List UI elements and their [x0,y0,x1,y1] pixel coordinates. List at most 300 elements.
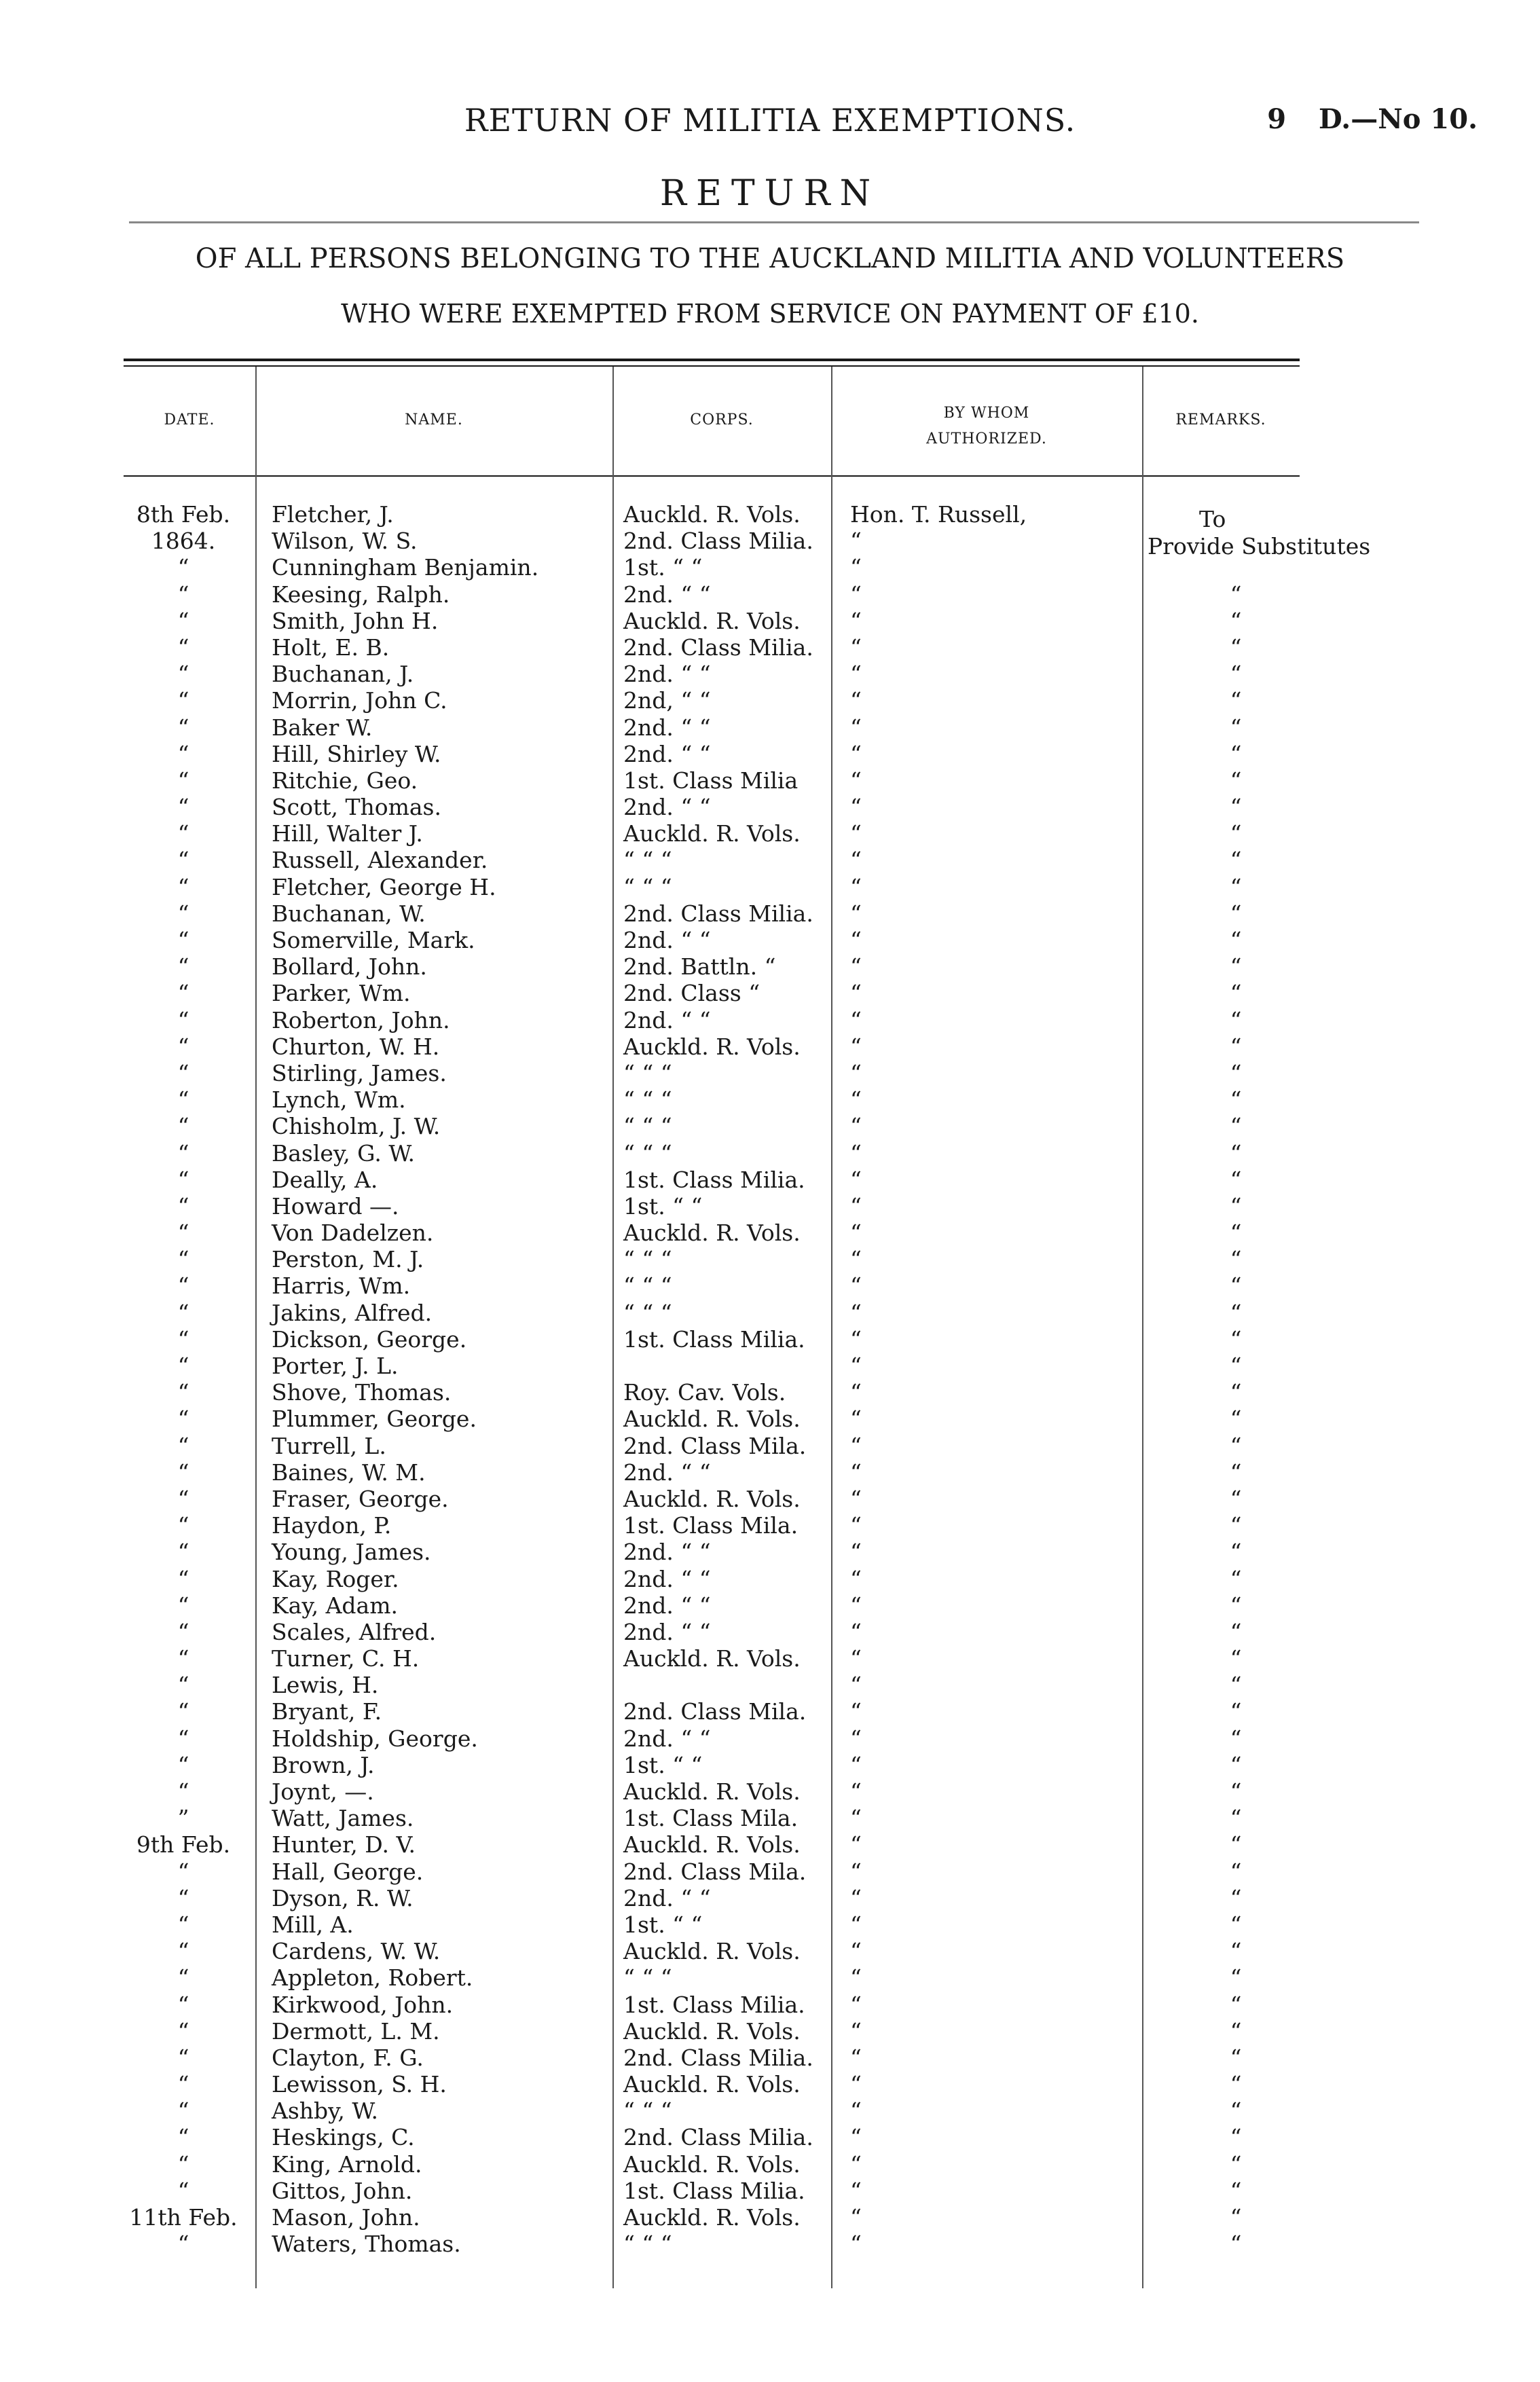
row-remarks: “ [1230,634,1242,661]
row-corps: 2nd. “ “ [623,1884,711,1911]
table-row [0,1086,1540,1113]
row-authorized: “ [850,2071,862,2098]
row-corps: 2nd. Class Milia. [623,2044,813,2071]
table-row [0,634,1540,661]
row-date: “ [177,1353,189,1379]
row-date: “ [177,1485,189,1512]
row-authorized: “ [850,2124,862,2151]
row-date: “ [177,687,189,714]
column-header-name: NAME. [405,411,463,428]
table-row [0,794,1540,820]
row-corps: “ “ “ [623,873,672,900]
table-row [0,1778,1540,1805]
table-row [0,1459,1540,1486]
row-remarks: “ [1230,1512,1242,1539]
table-row [0,2045,1540,2071]
row-remarks: “ [1230,2177,1242,2204]
row-name: Plummer, George. [272,1406,477,1433]
row-name: Mill, A. [272,1911,354,1938]
row-remarks: “ [1230,714,1242,741]
row-name: Holdship, George. [272,1725,478,1752]
row-date: “ [177,2124,189,2151]
row-name: Harris, Wm. [272,1272,411,1300]
table-row [0,741,1540,767]
row-remarks: “ [1230,2150,1242,2178]
row-date: “ [177,1033,189,1060]
table-row [0,1272,1540,1299]
table-row [0,2204,1540,2231]
row-remarks: “ [1230,1565,1242,1592]
row-corps: 2nd. “ “ [623,1459,711,1486]
row-remarks: “ [1230,1831,1242,1858]
table-row [0,554,1540,581]
row-corps: Auckld. R. Vols. [623,820,801,847]
row-corps: Auckld. R. Vols. [623,2204,801,2231]
row-date: “ [177,953,189,981]
row-corps: “ “ “ [623,1246,672,1273]
row-date: “ [177,554,189,581]
exemption-table-body [0,501,1540,2257]
row-corps: 2nd. “ “ [623,1592,711,1619]
row-corps: Auckld. R. Vols. [623,1938,801,1965]
row-authorized: “ [850,1006,862,1033]
row-corps: 1st. “ “ [623,1192,703,1220]
row-date: “ [177,1166,189,1193]
row-remarks: “ [1230,900,1242,927]
row-date: “ [177,1432,189,1459]
column-header-corps: CORPS. [690,411,754,428]
row-corps: Auckld. R. Vols. [623,1645,801,1672]
row-remarks: “ [1230,1006,1242,1033]
row-date: “ [177,847,189,874]
row-authorized: “ [850,1406,862,1433]
table-row [0,1725,1540,1752]
row-name: Dermott, L. M. [272,2017,440,2045]
row-name: Hill, Walter J. [272,820,423,847]
table-row [0,1911,1540,1938]
row-name: Shove, Thomas. [272,1379,452,1406]
row-corps: 1st. “ “ [623,1911,703,1938]
row-date: “ [177,2044,189,2071]
row-remarks: “ [1230,2097,1242,2125]
row-remarks: “ [1230,927,1242,953]
row-authorized: “ [850,554,862,581]
row-authorized: “ [850,1033,862,1060]
row-name: Kirkwood, John. [272,1991,454,2018]
row-name: Mason, John. [272,2204,420,2231]
row-authorized: “ [850,1672,862,1699]
table-row [0,1140,1540,1167]
row-date: “ [177,1991,189,2018]
row-remarks: “ [1230,1698,1242,1725]
row-date: 11th Feb. [129,2204,238,2231]
row-name: Turner, C. H. [272,1645,420,1672]
row-name: King, Arnold. [272,2150,422,2178]
row-date: “ [177,634,189,661]
row-corps: 2nd. Class Mila. [623,1432,807,1459]
document-title: RETURN OF MILITIA EXEMPTIONS. [464,102,1076,139]
row-date: “ [177,980,189,1007]
table-row [0,2071,1540,2097]
row-authorized: “ [850,607,862,634]
table-row [0,2151,1540,2178]
row-name: Bryant, F. [272,1698,382,1725]
row-remarks: “ [1230,1192,1242,1220]
row-name: Buchanan, W. [272,900,426,927]
table-row [0,1060,1540,1086]
table-row [0,528,1540,554]
row-date: 8th Feb. [136,501,231,528]
row-name: Haydon, P. [272,1512,392,1539]
row-name: Dickson, George. [272,1325,467,1353]
row-authorized: “ [850,2150,862,2178]
row-name: Fletcher, J. [272,501,394,528]
table-row [0,900,1540,927]
row-corps: Auckld. R. Vols. [623,2017,801,2045]
row-corps: Auckld. R. Vols. [623,2071,801,2098]
row-authorized: “ [850,1645,862,1672]
row-name: Dyson, R. W. [272,1884,414,1911]
row-corps: 1st. Class Milia. [623,1166,805,1193]
row-authorized: “ [850,1539,862,1566]
row-authorized: “ [850,661,862,688]
row-corps: 2nd. “ “ [623,1618,711,1645]
row-authorized: “ [850,1831,862,1858]
row-corps: “ “ “ [623,1086,672,1114]
row-corps: Auckld. R. Vols. [623,607,801,634]
row-date: “ [177,1059,189,1086]
table-row [0,2178,1540,2204]
row-remarks: “ [1230,581,1242,608]
row-name: Baines, W. M. [272,1459,426,1486]
row-authorized: “ [850,1618,862,1645]
row-date: ” [177,1805,189,1832]
row-date: “ [177,2017,189,2045]
table-row [0,1353,1540,1379]
row-corps: 1st. Class Milia. [623,1325,805,1353]
row-date: 9th Feb. [136,1831,231,1858]
row-name: Lewis, H. [272,1672,379,1699]
row-remarks: “ [1230,1406,1242,1433]
row-authorized: “ [850,1565,862,1592]
table-row [0,1885,1540,1911]
row-authorized: “ [850,820,862,847]
row-remarks: “ [1230,1299,1242,1326]
row-date: “ [177,1884,189,1911]
row-date: “ [177,1459,189,1486]
row-remarks: “ [1230,1778,1242,1805]
row-corps: 1st. Class Milia. [623,2177,805,2204]
table-row [0,1752,1540,1778]
row-name: Turrell, L. [272,1432,386,1459]
row-name: Chisholm, J. W. [272,1113,441,1140]
table-row [0,847,1540,873]
row-authorized: “ [850,2017,862,2045]
row-date: “ [177,1618,189,1645]
row-corps: “ “ “ [623,1299,672,1326]
page-number: 9 [1267,103,1287,135]
table-top-rule [124,359,1300,361]
row-name: Wilson, W. S. [272,528,418,555]
row-authorized: “ [850,1325,862,1353]
row-remarks: “ [1230,1911,1242,1938]
row-name: Hunter, D. V. [272,1831,416,1858]
row-name: Waters, Thomas. [272,2231,461,2258]
row-corps: 2nd. Class Milia. [623,634,813,661]
row-remarks: “ [1230,1751,1242,1778]
row-remarks: “ [1230,1485,1242,1512]
table-row [0,661,1540,687]
row-authorized: “ [850,1592,862,1619]
row-corps: “ “ “ [623,1059,672,1086]
row-remarks: “ [1230,1964,1242,1992]
row-remarks: “ [1230,980,1242,1007]
row-date: “ [177,1592,189,1619]
row-authorized: “ [850,1485,862,1512]
row-name: Roberton, John. [272,1006,450,1033]
column-header-authorized-line1: BY WHOM [943,405,1030,422]
table-row [0,1007,1540,1033]
row-date: “ [177,740,189,767]
row-name: Holt, E. B. [272,634,390,661]
row-authorized: “ [850,634,862,661]
row-remarks: “ [1230,1858,1242,1885]
row-remarks: “ [1230,607,1242,634]
row-authorized: “ [850,900,862,927]
row-authorized: “ [850,1938,862,1965]
row-remarks: “ [1230,767,1242,794]
row-corps: 1st. Class Milia [623,767,799,794]
table-row [0,1433,1540,1459]
subtitle-line-2: WHO WERE EXEMPTED FROM SERVICE ON PAYMENT OF £10. [341,299,1199,329]
row-authorized: “ [850,1192,862,1220]
row-remarks: “ [1230,1246,1242,1273]
row-name: Joynt, —. [272,1778,374,1805]
row-corps: Auckld. R. Vols. [623,1831,801,1858]
table-row [0,1167,1540,1193]
table-row [0,1831,1540,1858]
row-authorized: “ [850,1991,862,2018]
row-name: Porter, J. L. [272,1353,399,1379]
row-date: “ [177,900,189,927]
row-corps: “ “ “ [623,847,672,874]
row-corps: 2nd. Class Milia. [623,2124,813,2151]
row-date: “ [177,581,189,608]
row-date: “ [177,1406,189,1433]
row-corps: “ “ “ [623,2231,672,2258]
row-date: “ [177,1964,189,1992]
row-corps: 1st. Class Mila. [623,1512,799,1539]
row-remarks: “ [1230,820,1242,847]
row-remarks: “ [1230,2044,1242,2071]
row-remarks: “ [1230,794,1242,821]
row-date: “ [177,2097,189,2125]
row-name: Von Dadelzen. [272,1220,434,1247]
row-date: “ [177,767,189,794]
row-authorized: “ [850,847,862,874]
row-name: Perston, M. J. [272,1246,424,1273]
row-corps: “ “ “ [623,1139,672,1167]
row-name: Smith, John H. [272,607,439,634]
row-remarks: “ [1230,1059,1242,1086]
row-remarks: “ [1230,661,1242,688]
row-date: “ [177,1379,189,1406]
row-corps: “ “ “ [623,2097,672,2125]
row-corps: 1st. Class Mila. [623,1805,799,1832]
row-remarks: “ [1230,2071,1242,2098]
row-corps: Auckld. R. Vols. [623,1220,801,1247]
table-row [0,2097,1540,2124]
row-date: “ [177,1698,189,1725]
row-date: “ [177,1672,189,1699]
row-name: Gittos, John. [272,2177,413,2204]
table-row [0,687,1540,714]
row-date: “ [177,1246,189,1273]
row-remarks: “ [1230,1672,1242,1699]
row-date: “ [177,2231,189,2258]
row-authorized: “ [850,2097,862,2125]
row-date: “ [177,661,189,688]
table-row [0,1619,1540,1645]
table-row [0,2231,1540,2257]
row-authorized: “ [850,873,862,900]
table-row [0,820,1540,847]
table-top-rule-thin [124,365,1300,367]
row-date: “ [177,714,189,741]
row-authorized: “ [850,794,862,821]
row-authorized: “ [850,1884,862,1911]
row-name: Lewisson, S. H. [272,2071,447,2098]
row-authorized: “ [850,1246,862,1273]
subtitle-line-1: OF ALL PERSONS BELONGING TO THE AUCKLAND MILITIA AND VOLUNTEERS [195,243,1345,274]
row-remarks: “ [1230,1592,1242,1619]
row-authorized: “ [850,1086,862,1114]
row-authorized: “ [850,927,862,953]
table-row [0,980,1540,1006]
row-authorized: “ [850,1459,862,1486]
row-authorized: “ [850,1751,862,1778]
row-name: Watt, James. [272,1805,414,1832]
remark-note-line1: To [1199,506,1226,532]
row-remarks: “ [1230,2124,1242,2151]
row-authorized: “ [850,1778,862,1805]
row-name: Buchanan, J. [272,661,414,688]
row-authorized: “ [850,1059,862,1086]
row-authorized: “ [850,687,862,714]
row-authorized: “ [850,1353,862,1379]
row-date: “ [177,1192,189,1220]
table-row [0,1858,1540,1885]
row-remarks: “ [1230,1884,1242,1911]
row-date: “ [177,1086,189,1114]
row-remarks: “ [1230,2204,1242,2231]
row-remarks: “ [1230,1805,1242,1832]
table-row [0,1406,1540,1432]
table-row [0,1566,1540,1592]
table-row [0,1486,1540,1512]
row-name: Keesing, Ralph. [272,581,450,608]
row-corps: 2nd. “ “ [623,1725,711,1752]
row-authorized: “ [850,1911,862,1938]
row-remarks: “ [1230,1272,1242,1300]
row-name: Kay, Adam. [272,1592,398,1619]
row-authorized: “ [850,1139,862,1167]
row-name: Cunningham Benjamin. [272,554,539,581]
row-date: “ [177,1645,189,1672]
table-row [0,1113,1540,1139]
row-date: “ [177,873,189,900]
row-corps: 2nd. “ “ [623,927,711,953]
row-remarks: “ [1230,1379,1242,1406]
table-row [0,1698,1540,1725]
row-remarks: “ [1230,687,1242,714]
row-remarks: “ [1230,1113,1242,1140]
row-authorized: “ [850,2204,862,2231]
row-corps: 2nd. “ “ [623,714,711,741]
row-remarks: “ [1230,953,1242,981]
row-remarks: “ [1230,1459,1242,1486]
row-corps: Auckld. R. Vols. [623,1033,801,1060]
row-remarks: “ [1230,1539,1242,1566]
row-remarks: “ [1230,1139,1242,1167]
row-name: Lynch, Wm. [272,1086,406,1114]
row-corps: “ “ “ [623,1964,672,1992]
table-row [0,953,1540,980]
row-corps: 2nd. “ “ [623,740,711,767]
row-date: “ [177,927,189,953]
row-corps: 2nd. “ “ [623,794,711,821]
row-name: Churton, W. H. [272,1033,440,1060]
table-row [0,501,1540,528]
page-reference [1244,103,1478,135]
row-remarks: “ [1230,1725,1242,1752]
row-name: Heskings, C. [272,2124,415,2151]
row-name: Bollard, John. [272,953,427,981]
row-name: Somerville, Mark. [272,927,475,953]
row-authorized: “ [850,1432,862,1459]
row-date: “ [177,2071,189,2098]
row-remarks: “ [1230,1618,1242,1645]
row-corps: 2nd. “ “ [623,661,711,688]
row-corps: 2nd. Class “ [623,980,760,1007]
row-corps: 2nd. “ “ [623,1006,711,1033]
column-header-authorized [831,401,1142,452]
row-corps: 2nd, “ “ [623,687,711,714]
row-name: Scales, Alfred. [272,1618,437,1645]
row-name: Russell, Alexander. [272,847,488,874]
row-name: Fraser, George. [272,1485,449,1512]
row-name: Brown, J. [272,1751,375,1778]
table-row [0,1645,1540,1672]
table-row [0,1300,1540,1326]
row-name: Clayton, F. G. [272,2044,424,2071]
row-remarks: “ [1230,1033,1242,1060]
row-authorized: “ [850,1964,862,1992]
row-date: “ [177,1565,189,1592]
row-name: Hill, Shirley W. [272,740,441,767]
table-row [0,1379,1540,1406]
table-row [0,767,1540,794]
row-corps: Auckld. R. Vols. [623,1778,801,1805]
row-authorized: “ [850,1166,862,1193]
row-name: Basley, G. W. [272,1139,415,1167]
row-authorized: “ [850,2231,862,2258]
row-authorized: “ [850,740,862,767]
row-corps: “ “ “ [623,1113,672,1140]
row-name: Young, James. [272,1539,431,1566]
row-name: Ashby, W. [272,2097,379,2125]
table-row [0,1512,1540,1539]
